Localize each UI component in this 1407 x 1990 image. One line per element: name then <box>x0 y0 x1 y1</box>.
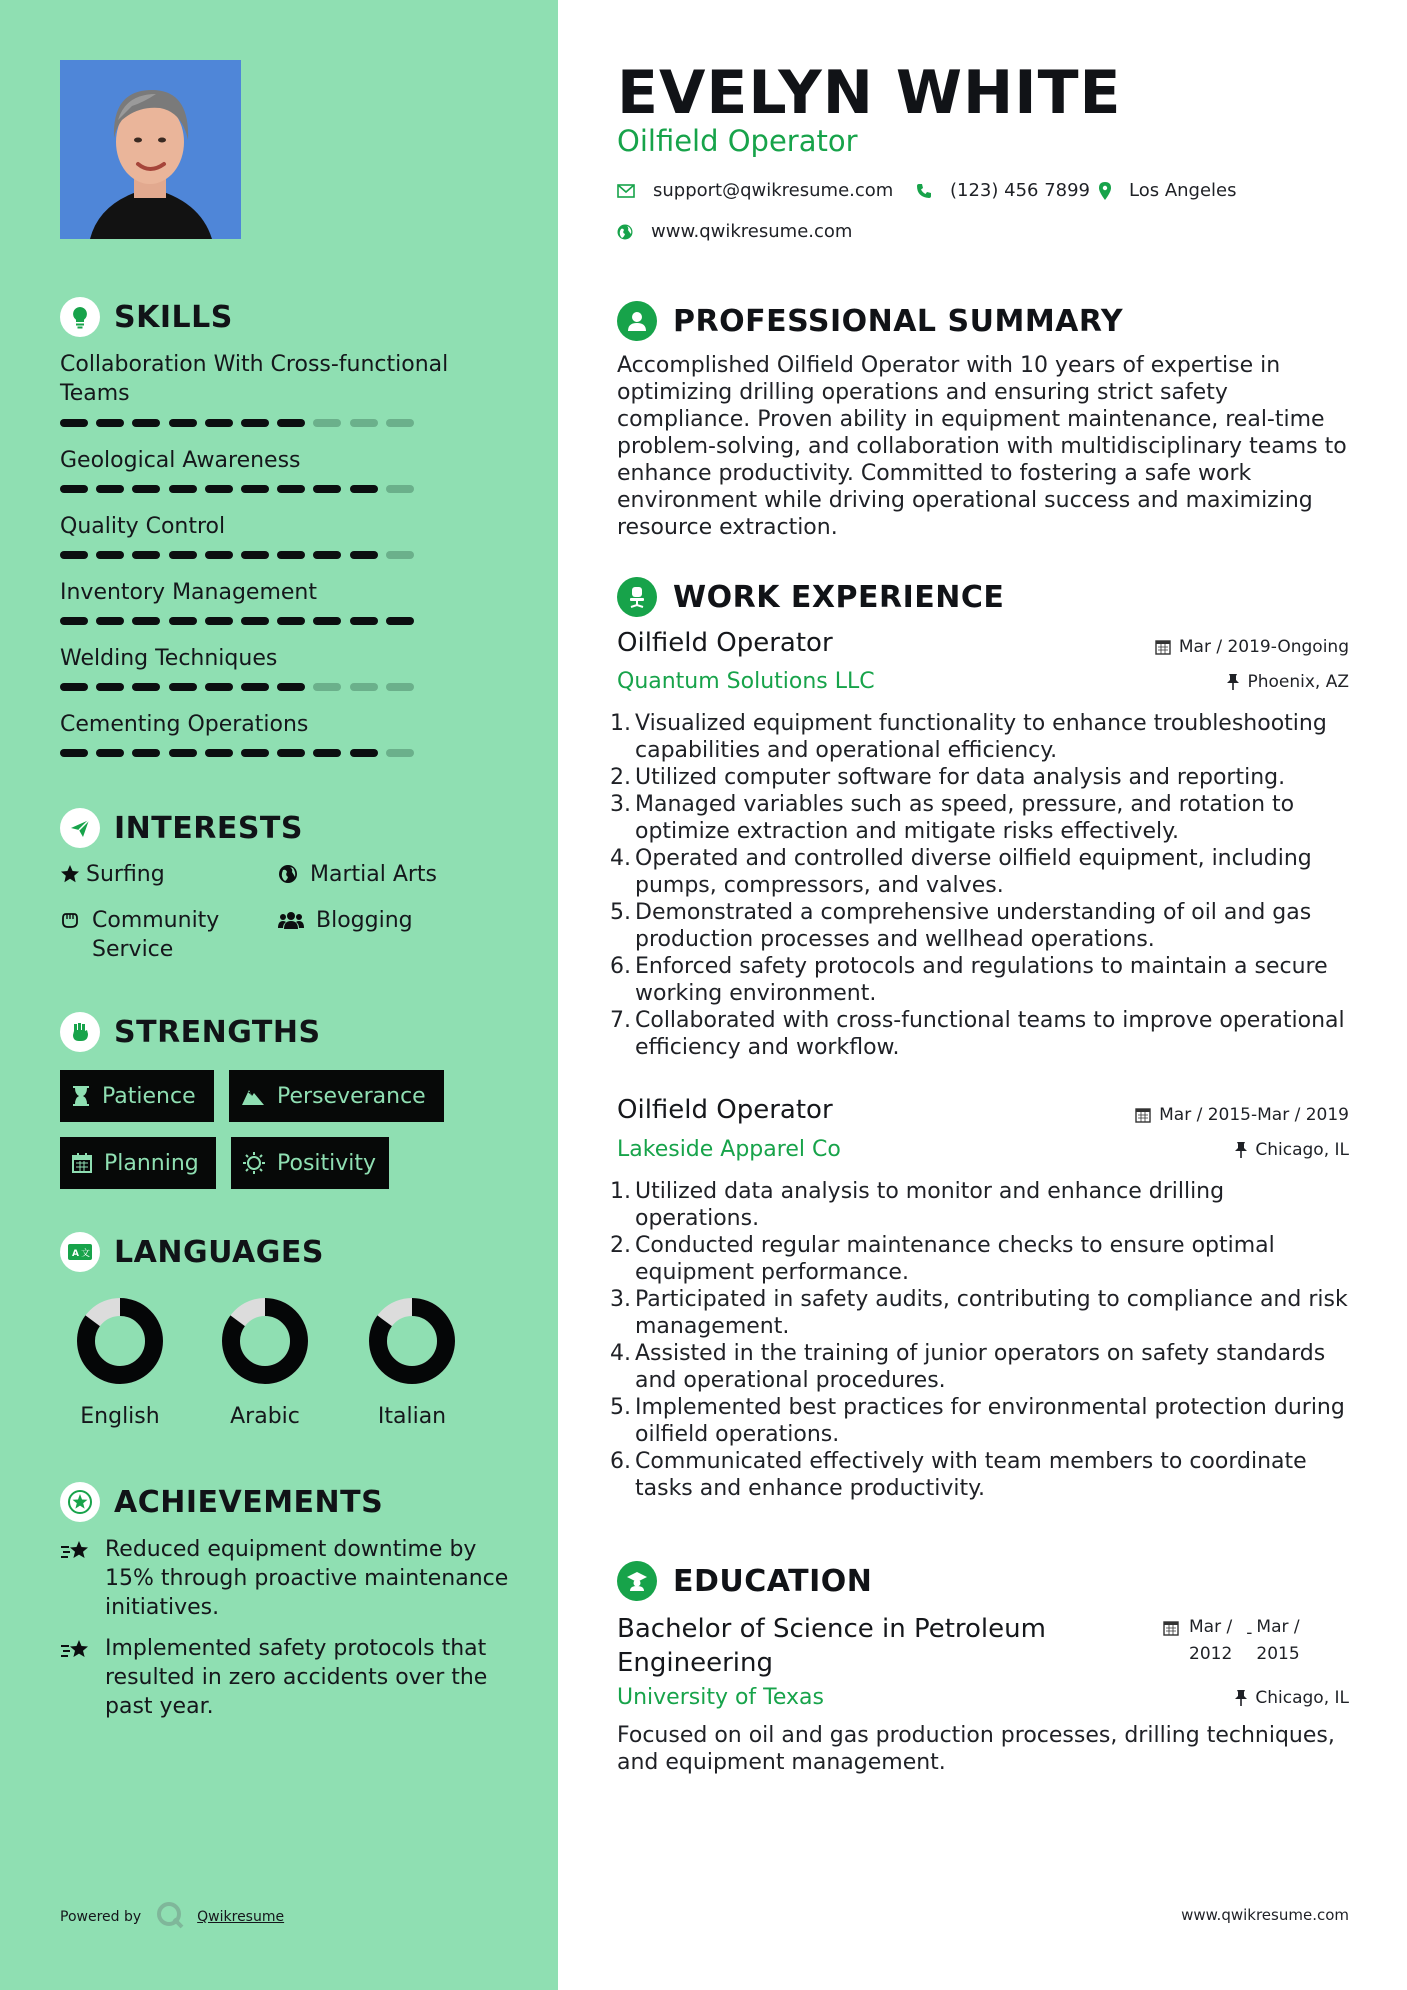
job-location <box>1235 1140 1349 1160</box>
skill-dash-filled <box>277 749 305 757</box>
shooting-star-icon <box>60 1634 105 1721</box>
qwikresume-link[interactable]: Qwikresume <box>197 1909 285 1925</box>
language-icon <box>60 1232 100 1272</box>
education-end-month: Mar / <box>1256 1617 1300 1637</box>
skill-dash-filled <box>96 419 124 427</box>
interest-item <box>278 906 508 935</box>
job-bullet: 7. Collaborated with cross-functional teams to improve operational efficiency and workflow. <box>610 1008 1345 1060</box>
skill-dash-filled <box>350 485 378 493</box>
strength-label: Planning <box>104 1150 199 1176</box>
job-role: Oilfield Operator <box>617 628 833 658</box>
skill-dash-filled <box>350 617 378 625</box>
skill-dash-filled <box>132 683 160 691</box>
skill-level-bar <box>60 485 500 493</box>
interests-heading <box>60 808 303 848</box>
skill-dash-filled <box>96 485 124 493</box>
summary-title: PROFESSIONAL SUMMARY <box>673 303 1124 339</box>
language-name: English <box>80 1404 160 1429</box>
skill-dash-filled <box>241 683 269 691</box>
paper-plane-icon <box>60 808 100 848</box>
achievement-text: Implemented safety protocols that resulted in zero accidents over the past year. <box>105 1636 488 1719</box>
achievements-title: ACHIEVEMENTS <box>114 1484 384 1520</box>
achievement-item <box>60 1634 510 1721</box>
job-bullet: 3. Participated in safety audits, contributing to compliance and risk management. <box>610 1287 1348 1339</box>
skill-dash-filled <box>350 749 378 757</box>
skill-level-bar <box>60 551 500 559</box>
job-location-text: Chicago, IL <box>1255 1140 1349 1160</box>
skill-dash-filled <box>313 485 341 493</box>
skill-level-bar <box>60 419 500 427</box>
pushpin-icon <box>1227 674 1239 690</box>
skill-dash-filled <box>96 617 124 625</box>
job-dates <box>1135 1105 1349 1125</box>
calendar-icon <box>1155 639 1171 655</box>
job-bullet: 5. Implemented best practices for environmental protection during oilfield operations. <box>610 1395 1345 1447</box>
calendar-icon <box>1163 1614 1179 1668</box>
job-bullet: 1. Visualized equipment functionality to enhance troubleshooting capabilities and operational efficiency. <box>610 711 1327 763</box>
phone-text: (123) 456 7899 <box>950 180 1091 201</box>
skill-dash-filled <box>169 485 197 493</box>
skill-dash-filled <box>386 617 414 625</box>
strength-badge <box>231 1137 389 1189</box>
lightbulb-icon <box>60 297 100 337</box>
powered-by-label: Powered by <box>60 1909 142 1925</box>
summary-text: Accomplished Oilfield Operator with 10 years of expertise in optimizing drilling operations and ensuring strict safety compliance. Proven ability in equipment maintenance, real-time problem-solving, and collaboration with multidisciplinary teams to enhance productivity. Committed to fostering a safe work environment while driving operational success and maximizing resource extraction. <box>617 353 1347 540</box>
pushpin-icon <box>1235 1690 1247 1706</box>
calendar-icon <box>72 1153 92 1173</box>
languages-title: LANGUAGES <box>114 1234 324 1270</box>
skill-dash-filled <box>132 485 160 493</box>
pushpin-icon <box>1235 1142 1247 1158</box>
skill-dash-filled <box>169 551 197 559</box>
shooting-star-icon <box>60 1535 105 1622</box>
job-bullet: 3. Managed variables such as speed, pressure, and rotation to optimize extraction and mitigate risks effectively. <box>610 792 1295 844</box>
interest-item <box>60 860 270 889</box>
globe-icon <box>278 860 310 889</box>
skill-dash-filled <box>60 485 88 493</box>
skill-dash-filled <box>132 419 160 427</box>
education-start <box>1189 1614 1232 1668</box>
achievements-heading <box>60 1482 383 1522</box>
skill-dash-empty <box>350 683 378 691</box>
skill-name: Inventory Management <box>60 580 317 605</box>
skill-dash-empty <box>386 485 414 493</box>
fist-icon <box>60 1012 100 1052</box>
achievement-text: Reduced equipment downtime by 15% through proactive maintenance initiatives. <box>105 1537 509 1620</box>
job-role: Oilfield Operator <box>617 1095 833 1125</box>
job-dates <box>1155 637 1349 657</box>
skill-dash-empty <box>386 683 414 691</box>
skill-dash-filled <box>169 749 197 757</box>
education-date-separator: - <box>1246 1623 1253 1643</box>
skill-level-bar <box>60 617 500 625</box>
interests-title: INTERESTS <box>114 810 303 846</box>
job-bullet-list <box>610 710 1355 1061</box>
education-end <box>1256 1614 1299 1668</box>
skill-name: Welding Techniques <box>60 646 278 671</box>
svg-text:文: 文 <box>81 1249 91 1259</box>
skill-dash-filled <box>205 683 233 691</box>
skill-dash-filled <box>277 419 305 427</box>
skill-dash-empty <box>386 551 414 559</box>
mountain-icon <box>241 1086 265 1106</box>
location-text: Los Angeles <box>1129 180 1237 201</box>
experience-title: WORK EXPERIENCE <box>673 579 1005 615</box>
skill-dash-filled <box>313 551 341 559</box>
strength-badge <box>60 1137 216 1189</box>
sun-icon <box>243 1152 265 1174</box>
skill-dash-filled <box>313 749 341 757</box>
qwikresume-logo-icon <box>155 1900 185 1934</box>
skill-dash-empty <box>313 683 341 691</box>
calendar-icon <box>1135 1107 1151 1123</box>
job-bullet: 2. Utilized computer software for data analysis and reporting. <box>610 765 1286 790</box>
strengths-heading <box>60 1012 321 1052</box>
job-bullet: 4. Operated and controlled diverse oilfield equipment, including pumps, compressors, and valves. <box>610 846 1312 898</box>
hourglass-icon <box>72 1085 90 1107</box>
strength-label: Positivity <box>277 1150 377 1176</box>
skill-dash-filled <box>169 617 197 625</box>
job-dates-text: Mar / 2015-Mar / 2019 <box>1159 1105 1349 1125</box>
strength-label: Perseverance <box>277 1083 426 1109</box>
skill-dash-empty <box>386 749 414 757</box>
education-location <box>1235 1688 1349 1708</box>
skill-dash-filled <box>132 749 160 757</box>
website-text: www.qwikresume.com <box>651 221 853 242</box>
svg-text:A: A <box>72 1249 79 1259</box>
education-start-month: Mar / <box>1189 1617 1233 1637</box>
skill-dash-filled <box>277 683 305 691</box>
job-bullet: 4. Assisted in the training of junior operators on safety standards and operational procedures. <box>610 1341 1326 1393</box>
language-proficiency-ring <box>77 1298 163 1384</box>
interest-label: Community Service <box>92 908 220 962</box>
office-chair-icon <box>617 577 657 617</box>
education-dates <box>1163 1614 1300 1668</box>
job-location <box>1227 672 1349 692</box>
education-heading <box>617 1560 872 1602</box>
sidebar <box>0 0 558 1990</box>
skill-name: Quality Control <box>60 514 226 539</box>
skill-dash-filled <box>169 683 197 691</box>
interest-label: Blogging <box>316 908 413 933</box>
skill-dash-empty <box>386 419 414 427</box>
strength-badge <box>229 1070 444 1122</box>
education-start-year: 2012 <box>1189 1644 1233 1664</box>
profile-photo <box>60 60 241 239</box>
skill-name: Geological Awareness <box>60 448 301 473</box>
skill-dash-filled <box>96 683 124 691</box>
powered-by <box>60 1900 284 1934</box>
language-proficiency-ring <box>222 1298 308 1384</box>
education-degree: Bachelor of Science in Petroleum Engineering <box>617 1614 1046 1678</box>
skill-dash-filled <box>169 419 197 427</box>
education-location-text: Chicago, IL <box>1255 1688 1349 1708</box>
skill-dash-filled <box>205 485 233 493</box>
education-school: University of Texas <box>617 1685 824 1710</box>
education-description: Focused on oil and gas production processes, drilling techniques, and equipment management. <box>617 1723 1335 1775</box>
star-icon <box>60 860 86 889</box>
hand-icon <box>60 906 92 964</box>
skill-dash-filled <box>132 551 160 559</box>
candidate-job-title: Oilfield Operator <box>617 124 858 158</box>
interest-label: Surfing <box>86 862 165 887</box>
languages-heading <box>60 1232 324 1272</box>
achievement-item <box>60 1535 510 1622</box>
users-icon <box>278 906 316 935</box>
envelope-icon <box>617 184 635 198</box>
job-bullet: 1. Utilized data analysis to monitor and enhance drilling operations. <box>610 1179 1225 1231</box>
strengths-title: STRENGTHS <box>114 1014 321 1050</box>
job-company: Lakeside Apparel Co <box>617 1137 841 1162</box>
job-dates-text: Mar / 2019-Ongoing <box>1178 637 1349 657</box>
skill-dash-filled <box>132 617 160 625</box>
award-star-icon <box>60 1482 100 1522</box>
summary-heading <box>617 300 1123 342</box>
skill-dash-filled <box>241 617 269 625</box>
skill-dash-empty <box>350 419 378 427</box>
email-text: support@qwikresume.com <box>653 180 894 201</box>
job-company: Quantum Solutions LLC <box>617 669 875 694</box>
skill-dash-filled <box>60 419 88 427</box>
candidate-name: EVELYN WHITE <box>617 58 1122 128</box>
skills-heading <box>60 297 233 337</box>
skill-dash-filled <box>277 617 305 625</box>
contact-phone[interactable] <box>916 180 1090 201</box>
skill-dash-filled <box>205 551 233 559</box>
skill-dash-empty <box>313 419 341 427</box>
footer-url[interactable]: www.qwikresume.com <box>1181 1906 1349 1924</box>
skill-dash-filled <box>60 683 88 691</box>
job-bullet: 6. Enforced safety protocols and regulations to maintain a secure working environment. <box>610 954 1328 1006</box>
language-proficiency-ring <box>369 1298 455 1384</box>
skill-dash-filled <box>241 419 269 427</box>
skills-title: SKILLS <box>114 299 233 335</box>
skill-dash-filled <box>205 617 233 625</box>
graduate-icon <box>617 1561 657 1601</box>
skill-dash-filled <box>60 551 88 559</box>
skill-dash-filled <box>277 485 305 493</box>
experience-heading <box>617 576 1004 618</box>
map-pin-icon <box>1099 182 1111 200</box>
skill-dash-filled <box>277 551 305 559</box>
contact-email[interactable] <box>617 180 893 201</box>
skill-dash-filled <box>96 551 124 559</box>
interest-item <box>278 860 508 889</box>
user-icon <box>617 301 657 341</box>
education-title: EDUCATION <box>673 1563 873 1599</box>
skill-name: Cementing Operations <box>60 712 309 737</box>
skill-dash-filled <box>241 551 269 559</box>
strength-label: Patience <box>102 1083 196 1109</box>
contact-website[interactable] <box>617 221 852 242</box>
skill-dash-filled <box>60 617 88 625</box>
skill-dash-filled <box>205 749 233 757</box>
globe-icon <box>617 224 633 240</box>
education-end-year: 2015 <box>1256 1644 1300 1664</box>
skill-dash-filled <box>241 749 269 757</box>
job-bullet-list <box>610 1178 1355 1502</box>
contact-location <box>1099 180 1237 201</box>
job-location-text: Phoenix, AZ <box>1247 672 1349 692</box>
skill-dash-filled <box>241 485 269 493</box>
job-bullet: 2. Conducted regular maintenance checks to ensure optimal equipment performance. <box>610 1233 1275 1285</box>
language-name: Arabic <box>230 1404 300 1429</box>
phone-icon <box>916 183 932 199</box>
skill-dash-filled <box>313 617 341 625</box>
interest-item <box>60 906 270 964</box>
skill-dash-filled <box>60 749 88 757</box>
skill-name: Collaboration With Cross-functional Teams <box>60 352 449 406</box>
skill-dash-filled <box>350 551 378 559</box>
job-bullet: 6. Communicated effectively with team members to coordinate tasks and enhance productivity. <box>610 1449 1307 1501</box>
skill-dash-filled <box>96 749 124 757</box>
strength-badge <box>60 1070 214 1122</box>
skill-level-bar <box>60 683 500 691</box>
skill-level-bar <box>60 749 500 757</box>
job-bullet: 5. Demonstrated a comprehensive understanding of oil and gas production processes and wellhead operations. <box>610 900 1312 952</box>
language-name: Italian <box>377 1404 447 1429</box>
skill-dash-filled <box>205 419 233 427</box>
interest-label: Martial Arts <box>310 862 438 887</box>
